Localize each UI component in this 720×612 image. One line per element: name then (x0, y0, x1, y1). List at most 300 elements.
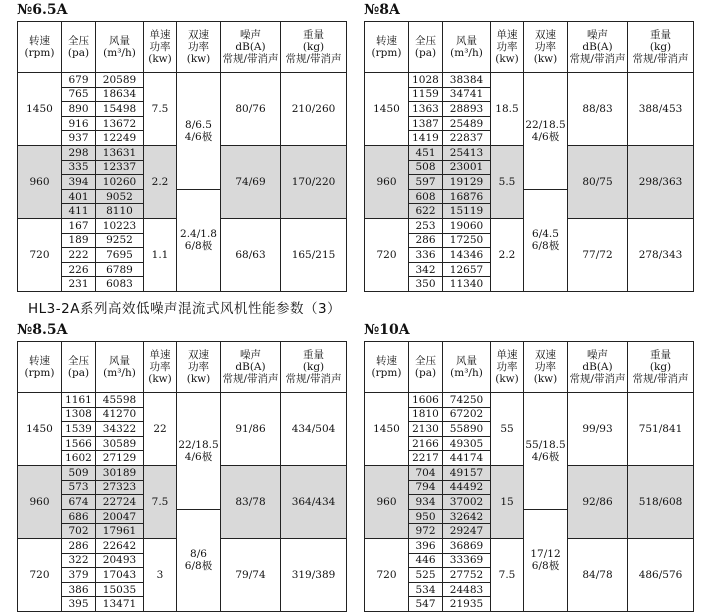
single-power-cell: 22 (144, 393, 177, 466)
pressure-cell: 916 (62, 116, 96, 131)
header-line: 功率 (496, 41, 518, 53)
header-line: 常规/带消声 (632, 53, 689, 65)
weight-cell: 434/504 (281, 393, 347, 466)
weight-cell: 298/363 (628, 145, 694, 218)
noise-cell: 92/86 (568, 465, 628, 538)
header-line: 重量 (650, 349, 671, 361)
header-line: (rpm) (371, 367, 402, 379)
noise-cell: 74/69 (221, 145, 281, 218)
flow-cell: 44174 (443, 451, 491, 466)
header-line: dB(A) (235, 41, 266, 53)
flow-cell: 27323 (96, 480, 144, 495)
header-line: 双速 (535, 29, 556, 41)
weight-cell: 518/608 (628, 465, 694, 538)
header-speed (18, 342, 62, 393)
rpm-cell: 1450 (18, 73, 62, 146)
single-power-cell: 2.2 (144, 145, 177, 218)
pressure-cell: 395 (62, 597, 96, 612)
header-line: (rpm) (371, 47, 402, 59)
flow-cell: 12337 (96, 160, 144, 175)
pressure-cell: 167 (62, 218, 96, 233)
table-row (365, 73, 694, 88)
pressure-cell: 508 (409, 160, 443, 175)
pressure-cell: 1028 (409, 73, 443, 88)
header-row (18, 22, 347, 73)
header-line: 转速 (29, 35, 50, 47)
flow-cell: 10223 (96, 218, 144, 233)
flow-cell: 8110 (96, 204, 144, 219)
dual-power-line: 8/6 (190, 548, 207, 561)
flow-cell: 16876 (443, 189, 491, 204)
pressure-cell: 1606 (409, 393, 443, 408)
weight-cell: 751/841 (628, 393, 694, 466)
pressure-cell: 386 (62, 582, 96, 597)
flow-cell: 67202 (443, 407, 491, 422)
spec-table-6-5a (17, 21, 347, 292)
table-header (365, 342, 694, 393)
flow-cell: 22724 (96, 495, 144, 510)
header-line: 重量 (303, 29, 324, 41)
pressure-cell: 1159 (409, 87, 443, 102)
noise-cell: 83/78 (221, 465, 281, 538)
header-dual-power (177, 342, 221, 393)
header-line: 风量 (109, 35, 130, 47)
spec-table-10a (364, 341, 694, 612)
pressure-cell: 937 (62, 131, 96, 146)
flow-cell: 20589 (96, 73, 144, 88)
table-body (365, 393, 694, 612)
dual-power-line: 6/8极 (184, 240, 213, 253)
header-single-power (491, 342, 524, 393)
header-line: 常规/带消声 (285, 53, 342, 65)
pressure-cell: 396 (409, 538, 443, 553)
header-line: (kg) (302, 361, 325, 373)
header-line: (rpm) (24, 47, 55, 59)
dual-power-line: 4/6极 (184, 450, 213, 463)
table-body (18, 393, 347, 612)
header-line: (m³/h) (450, 367, 483, 379)
pressure-cell: 674 (62, 495, 96, 510)
pressure-cell: 1308 (62, 407, 96, 422)
flow-cell: 22837 (443, 131, 491, 146)
noise-cell: 68/63 (221, 218, 281, 291)
single-power-cell: 5.5 (491, 145, 524, 218)
flow-cell: 33369 (443, 553, 491, 568)
pressure-cell: 534 (409, 582, 443, 597)
flow-cell: 17961 (96, 524, 144, 539)
pressure-cell: 336 (409, 248, 443, 263)
table-row (365, 393, 694, 408)
pressure-cell: 934 (409, 495, 443, 510)
flow-cell: 34741 (443, 87, 491, 102)
pressure-cell: 446 (409, 553, 443, 568)
flow-cell: 49157 (443, 465, 491, 480)
rpm-cell: 720 (365, 218, 409, 291)
flow-cell: 36869 (443, 538, 491, 553)
header-line: 重量 (303, 349, 324, 361)
table-body (18, 73, 347, 292)
flow-cell: 13672 (96, 116, 144, 131)
header-line: (m³/h) (103, 47, 136, 59)
flow-cell: 19129 (443, 175, 491, 190)
pressure-cell: 379 (62, 568, 96, 583)
header-line: 常规/带消声 (222, 373, 279, 385)
header-line: 双速 (188, 349, 209, 361)
flow-cell: 38384 (443, 73, 491, 88)
pressure-cell: 1810 (409, 407, 443, 422)
dual-power-line: 6/8极 (531, 560, 560, 573)
flow-cell: 30189 (96, 465, 144, 480)
dual-power-line: 55/18.5 (525, 438, 566, 451)
header-line: (kw) (148, 53, 172, 65)
flow-cell: 9252 (96, 233, 144, 248)
dual-power-line: 17/12 (530, 548, 561, 561)
rpm-cell: 1450 (365, 73, 409, 146)
header-line: 功率 (535, 361, 556, 373)
header-line: 噪声 (587, 29, 608, 41)
pressure-cell: 794 (409, 480, 443, 495)
flow-cell: 10260 (96, 175, 144, 190)
flow-cell: 20047 (96, 509, 144, 524)
header-line: 转速 (376, 355, 397, 367)
header-pressure (62, 342, 96, 393)
table-body (365, 73, 694, 292)
header-dual-power (177, 22, 221, 73)
header-line: (kg) (649, 41, 672, 53)
pressure-cell: 1566 (62, 436, 96, 451)
header-single-power (144, 342, 177, 393)
header-line: (kw) (186, 373, 211, 385)
header-row (18, 342, 347, 393)
flow-cell: 28893 (443, 102, 491, 117)
header-line: (kw) (495, 53, 519, 65)
pressure-cell: 622 (409, 204, 443, 219)
header-line: 风量 (456, 355, 477, 367)
header-line: 噪声 (587, 349, 608, 361)
table-header (18, 22, 347, 73)
single-power-cell: 2.2 (491, 218, 524, 291)
dual-power-line: 2.4/1.8 (180, 228, 217, 241)
flow-cell: 20493 (96, 553, 144, 568)
single-power-cell: 3 (144, 538, 177, 611)
flow-cell: 74250 (443, 393, 491, 408)
rpm-cell: 720 (18, 538, 62, 611)
pressure-cell: 231 (62, 277, 96, 292)
header-dual-power (524, 22, 568, 73)
header-line: 功率 (535, 41, 556, 53)
noise-cell: 80/75 (568, 145, 628, 218)
weight-cell: 165/215 (281, 218, 347, 291)
flow-cell: 6083 (96, 277, 144, 292)
pressure-cell: 2166 (409, 436, 443, 451)
header-line: (kw) (533, 53, 558, 65)
header-line: 噪声 (240, 349, 261, 361)
header-flow (443, 342, 491, 393)
pressure-cell: 335 (62, 160, 96, 175)
flow-cell: 21935 (443, 597, 491, 612)
dual-power-cell (524, 393, 568, 510)
single-power-cell: 7.5 (491, 538, 524, 611)
header-line: 常规/带消声 (632, 373, 689, 385)
dual-power-cell (524, 73, 568, 190)
pressure-cell: 765 (62, 87, 96, 102)
header-line: 功率 (188, 361, 209, 373)
header-line: 噪声 (240, 29, 261, 41)
noise-cell: 91/86 (221, 393, 281, 466)
dual-power-line: 8/6.5 (185, 118, 212, 131)
pressure-cell: 704 (409, 465, 443, 480)
header-noise (568, 22, 628, 73)
header-line: (kw) (186, 53, 211, 65)
header-flow (96, 22, 144, 73)
pressure-cell: 350 (409, 277, 443, 292)
dual-power-line: 6/8极 (531, 240, 560, 253)
header-line: 重量 (650, 29, 671, 41)
flow-cell: 12249 (96, 131, 144, 146)
rpm-cell: 720 (18, 218, 62, 291)
rpm-cell: 1450 (18, 393, 62, 466)
header-speed (365, 342, 409, 393)
flow-cell: 19060 (443, 218, 491, 233)
header-noise (221, 22, 281, 73)
pressure-cell: 509 (62, 465, 96, 480)
header-line: (m³/h) (103, 367, 136, 379)
model-label-6-5a: №6.5A (17, 2, 68, 18)
header-line: 全压 (68, 355, 89, 367)
dual-power-line: 4/6极 (184, 130, 213, 143)
flow-cell: 9052 (96, 189, 144, 204)
pressure-cell: 2130 (409, 422, 443, 437)
header-line: 双速 (188, 29, 209, 41)
header-line: 全压 (68, 35, 89, 47)
pressure-cell: 1363 (409, 102, 443, 117)
header-line: (pa) (67, 367, 90, 379)
flow-cell: 17250 (443, 233, 491, 248)
flow-cell: 22642 (96, 538, 144, 553)
flow-cell: 6789 (96, 262, 144, 277)
header-weight (281, 342, 347, 393)
table-row (18, 393, 347, 408)
noise-cell: 84/78 (568, 538, 628, 611)
header-line: 常规/带消声 (569, 373, 626, 385)
single-power-cell: 7.5 (144, 465, 177, 538)
pressure-cell: 1539 (62, 422, 96, 437)
rpm-cell: 960 (18, 465, 62, 538)
header-line: dB(A) (582, 361, 613, 373)
pressure-cell: 322 (62, 553, 96, 568)
header-noise (568, 342, 628, 393)
flow-cell: 12657 (443, 262, 491, 277)
header-row (365, 22, 694, 73)
header-speed (18, 22, 62, 73)
pressure-cell: 1387 (409, 116, 443, 131)
header-line: 风量 (109, 355, 130, 367)
noise-cell: 77/72 (568, 218, 628, 291)
header-single-power (491, 22, 524, 73)
header-line: 单速 (149, 349, 171, 361)
header-flow (96, 342, 144, 393)
flow-cell: 30589 (96, 436, 144, 451)
pressure-cell: 1602 (62, 451, 96, 466)
pressure-cell: 950 (409, 509, 443, 524)
pressure-cell: 573 (62, 480, 96, 495)
header-line: (pa) (67, 47, 90, 59)
pressure-cell: 253 (409, 218, 443, 233)
header-weight (628, 22, 694, 73)
single-power-cell: 7.5 (144, 73, 177, 146)
header-pressure (62, 22, 96, 73)
pressure-cell: 401 (62, 189, 96, 204)
header-line: 功率 (188, 41, 209, 53)
header-line: (m³/h) (450, 47, 483, 59)
pressure-cell: 1419 (409, 131, 443, 146)
dual-power-cell (177, 393, 221, 510)
weight-cell: 210/260 (281, 73, 347, 146)
header-line: (pa) (414, 367, 437, 379)
weight-cell: 278/343 (628, 218, 694, 291)
flow-cell: 13631 (96, 145, 144, 160)
pressure-cell: 547 (409, 597, 443, 612)
header-pressure (409, 342, 443, 393)
spec-table-8-5a (17, 341, 347, 612)
flow-cell: 25413 (443, 145, 491, 160)
noise-cell: 79/74 (221, 538, 281, 611)
pressure-cell: 608 (409, 189, 443, 204)
flow-cell: 23001 (443, 160, 491, 175)
rpm-cell: 960 (18, 145, 62, 218)
model-label-8a: №8A (364, 2, 400, 18)
flow-cell: 27752 (443, 568, 491, 583)
flow-cell: 18634 (96, 87, 144, 102)
dual-power-line: 6/4.5 (532, 228, 559, 241)
pressure-cell: 189 (62, 233, 96, 248)
header-dual-power (524, 342, 568, 393)
dual-power-cell (177, 73, 221, 190)
single-power-cell: 15 (491, 465, 524, 538)
header-line: 双速 (535, 349, 556, 361)
header-line: (kw) (148, 373, 172, 385)
single-power-cell: 55 (491, 393, 524, 466)
header-line: 转速 (29, 355, 50, 367)
pressure-cell: 451 (409, 145, 443, 160)
flow-cell: 34322 (96, 422, 144, 437)
spec-table-8a (364, 21, 694, 292)
model-label-10a: №10A (364, 322, 410, 338)
header-flow (443, 22, 491, 73)
flow-cell: 49305 (443, 436, 491, 451)
header-line: 功率 (496, 361, 518, 373)
header-line: 单速 (496, 29, 518, 41)
pressure-cell: 972 (409, 524, 443, 539)
header-line: dB(A) (235, 361, 266, 373)
dual-power-cell (177, 189, 221, 291)
flow-cell: 29247 (443, 524, 491, 539)
flow-cell: 55890 (443, 422, 491, 437)
header-noise (221, 342, 281, 393)
noise-cell: 88/83 (568, 73, 628, 146)
header-line: 功率 (149, 361, 171, 373)
weight-cell: 388/453 (628, 73, 694, 146)
dual-power-cell (177, 509, 221, 611)
flow-cell: 37002 (443, 495, 491, 510)
weight-cell: 319/389 (281, 538, 347, 611)
header-line: 单速 (149, 29, 171, 41)
flow-cell: 13471 (96, 597, 144, 612)
flow-cell: 27129 (96, 451, 144, 466)
flow-cell: 25489 (443, 116, 491, 131)
header-line: 转速 (376, 35, 397, 47)
dual-power-cell (524, 509, 568, 611)
header-line: 常规/带消声 (285, 373, 342, 385)
page-caption: HL3-2A系列高效低噪声混流式风机性能参数（3） (28, 301, 342, 317)
noise-cell: 80/76 (221, 73, 281, 146)
weight-cell: 364/434 (281, 465, 347, 538)
flow-cell: 14346 (443, 248, 491, 263)
header-line: 功率 (149, 41, 171, 53)
pressure-cell: 1161 (62, 393, 96, 408)
pressure-cell: 411 (62, 204, 96, 219)
flow-cell: 45598 (96, 393, 144, 408)
header-weight (281, 22, 347, 73)
header-row (365, 342, 694, 393)
dual-power-line: 4/6极 (531, 450, 560, 463)
header-speed (365, 22, 409, 73)
pressure-cell: 298 (62, 145, 96, 160)
dual-power-line: 4/6极 (531, 130, 560, 143)
rpm-cell: 720 (365, 538, 409, 611)
header-pressure (409, 22, 443, 73)
dual-power-line: 22/18.5 (525, 118, 566, 131)
header-line: 常规/带消声 (222, 53, 279, 65)
dual-power-cell (524, 189, 568, 291)
flow-cell: 24483 (443, 582, 491, 597)
header-weight (628, 342, 694, 393)
rpm-cell: 1450 (365, 393, 409, 466)
flow-cell: 15035 (96, 582, 144, 597)
single-power-cell: 1.1 (144, 218, 177, 291)
pressure-cell: 525 (409, 568, 443, 583)
weight-cell: 170/220 (281, 145, 347, 218)
pressure-cell: 286 (409, 233, 443, 248)
pressure-cell: 2217 (409, 451, 443, 466)
header-line: (kw) (495, 373, 519, 385)
header-line: (pa) (414, 47, 437, 59)
dual-power-line: 6/8极 (184, 560, 213, 573)
flow-cell: 15119 (443, 204, 491, 219)
pressure-cell: 286 (62, 538, 96, 553)
table-header (18, 342, 347, 393)
flow-cell: 15498 (96, 102, 144, 117)
pressure-cell: 222 (62, 248, 96, 263)
header-single-power (144, 22, 177, 73)
single-power-cell: 18.5 (491, 73, 524, 146)
flow-cell: 7695 (96, 248, 144, 263)
header-line: (kg) (302, 41, 325, 53)
flow-cell: 44492 (443, 480, 491, 495)
pressure-cell: 597 (409, 175, 443, 190)
pressure-cell: 702 (62, 524, 96, 539)
header-line: dB(A) (582, 41, 613, 53)
header-line: 风量 (456, 35, 477, 47)
rpm-cell: 960 (365, 145, 409, 218)
table-header (365, 22, 694, 73)
flow-cell: 41270 (96, 407, 144, 422)
rpm-cell: 960 (365, 465, 409, 538)
header-line: 全压 (415, 355, 436, 367)
flow-cell: 11340 (443, 277, 491, 292)
flow-cell: 17043 (96, 568, 144, 583)
noise-cell: 99/93 (568, 393, 628, 466)
